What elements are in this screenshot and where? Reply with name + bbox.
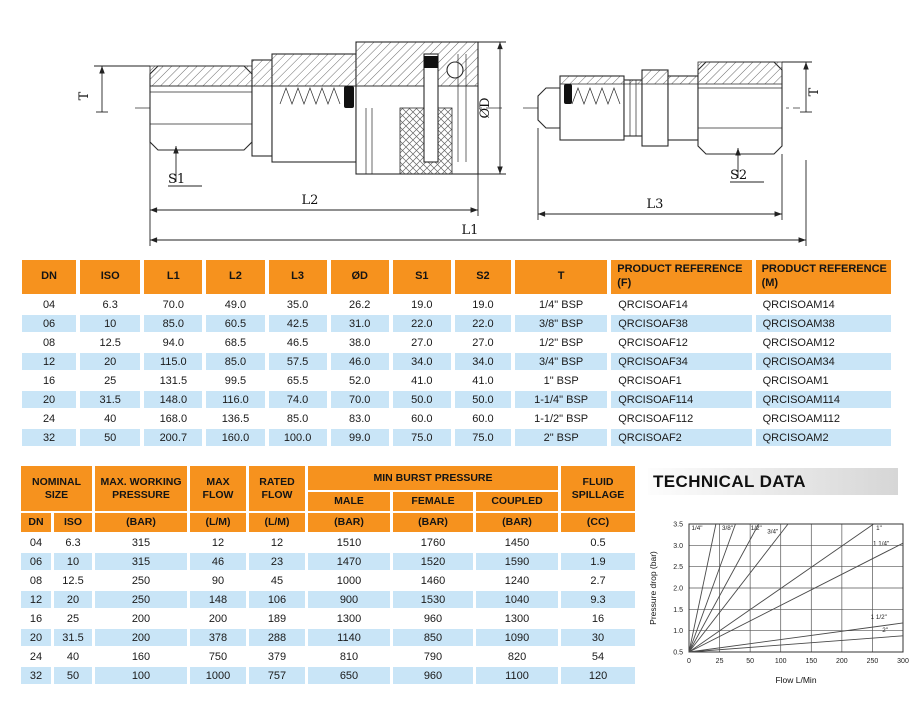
table-cell: 116.0: [206, 391, 264, 408]
x-tick-label: 250: [866, 658, 879, 665]
y-tick-label: 0.5: [673, 649, 683, 657]
table-cell: 57.5: [269, 353, 327, 370]
table-cell: 50.0: [455, 391, 511, 408]
col-header-l3: L3: [269, 260, 327, 294]
performance-table: [18, 464, 638, 686]
table-cell: 32: [22, 429, 76, 446]
table-cell: 24: [22, 410, 76, 427]
table-cell: 70.0: [144, 296, 202, 313]
table-cell: 41.0: [393, 372, 451, 389]
table-cell: 1000: [190, 667, 246, 684]
table-cell: 54: [561, 648, 635, 665]
table-cell: 74.0: [269, 391, 327, 408]
table-cell: 1000: [308, 572, 390, 589]
unit-header-lm-max: (L/M): [190, 513, 246, 532]
table-cell: 16: [22, 372, 76, 389]
table-cell: 757: [249, 667, 305, 684]
table-cell: 25: [80, 372, 140, 389]
table-cell: 1090: [476, 629, 558, 646]
table-cell: 50: [80, 429, 140, 446]
table-cell: QRCISOAF112: [611, 410, 751, 427]
table-cell: QRCISOAM1: [756, 372, 891, 389]
table-cell: 288: [249, 629, 305, 646]
table-cell: 50.0: [393, 391, 451, 408]
unit-header-bar-male: (BAR): [308, 513, 390, 532]
table-cell: 6.3: [54, 534, 92, 551]
table-cell: QRCISOAF114: [611, 391, 751, 408]
table-cell: 160: [95, 648, 187, 665]
table-cell: QRCISOAM34: [756, 353, 891, 370]
table-cell: 24: [21, 648, 51, 665]
table-cell: 19.0: [393, 296, 451, 313]
table-cell: 20: [22, 391, 76, 408]
table-cell: 60.0: [455, 410, 511, 427]
table-row: [22, 315, 891, 332]
col-header-male: MALE: [308, 492, 390, 511]
unit-header-dn: DN: [21, 513, 51, 532]
table-cell: 20: [54, 591, 92, 608]
col-header-l1: L1: [144, 260, 202, 294]
table-cell: 94.0: [144, 334, 202, 351]
table-cell: QRCISOAF34: [611, 353, 751, 370]
table-cell: 68.5: [206, 334, 264, 351]
dimension-label-t-left: T: [77, 91, 92, 101]
table-cell: 27.0: [455, 334, 511, 351]
table-cell: 250: [95, 591, 187, 608]
table-row: [22, 429, 891, 446]
female-coupling-drawing: [135, 42, 505, 174]
x-tick-label: 0: [687, 658, 691, 665]
table-row: [22, 353, 891, 370]
col-header-min-burst-pressure: MIN BURST PRESSURE: [308, 466, 558, 490]
table-cell: 41.0: [455, 372, 511, 389]
table-cell: 9.3: [561, 591, 635, 608]
table-cell: 65.5: [269, 372, 327, 389]
col-header-max-flow: MAX FLOW: [190, 466, 246, 511]
col-header-dn: DN: [22, 260, 76, 294]
table-cell: 08: [21, 572, 51, 589]
table-cell: 315: [95, 553, 187, 570]
table-cell: 06: [21, 553, 51, 570]
table-cell: 25: [54, 610, 92, 627]
table-cell: 2.7: [561, 572, 635, 589]
unit-header-lm-rated: (L/M): [249, 513, 305, 532]
table-cell: 40: [54, 648, 92, 665]
dimension-table: [18, 258, 895, 448]
performance-table-header: [21, 466, 635, 532]
unit-header-iso: ISO: [54, 513, 92, 532]
dimension-label-s1: S1: [168, 172, 186, 187]
series-label: 2": [882, 626, 888, 634]
table-cell: 20: [80, 353, 140, 370]
table-cell: 45: [249, 572, 305, 589]
table-row: [21, 667, 635, 684]
x-tick-label: 100: [774, 658, 787, 665]
table-cell: 850: [393, 629, 473, 646]
table-cell: 75.0: [455, 429, 511, 446]
table-cell: 50: [54, 667, 92, 684]
series-line: [689, 543, 903, 652]
table-cell: 22.0: [455, 315, 511, 332]
dimension-label-l3: L3: [646, 197, 664, 212]
table-cell: 189: [249, 610, 305, 627]
series-label: 1/4": [691, 524, 703, 532]
series-label: 1/2": [750, 524, 762, 532]
table-cell: 1510: [308, 534, 390, 551]
table-cell: 85.0: [206, 353, 264, 370]
table-cell: 10: [54, 553, 92, 570]
table-cell: 1.9: [561, 553, 635, 570]
table-row: [22, 391, 891, 408]
table-cell: 1140: [308, 629, 390, 646]
col-header-product-reference-m: PRODUCT REFERENCE (M): [756, 260, 891, 294]
table-cell: 16: [561, 610, 635, 627]
table-cell: 27.0: [393, 334, 451, 351]
col-header-rated-flow: RATED FLOW: [249, 466, 305, 511]
pressure-drop-chart: [645, 502, 911, 702]
table-cell: 34.0: [393, 353, 451, 370]
table-cell: 26.2: [331, 296, 389, 313]
table-cell: 46.5: [269, 334, 327, 351]
dimension-label-l2: L2: [301, 193, 319, 208]
table-cell: 12: [21, 591, 51, 608]
table-cell: 12.5: [80, 334, 140, 351]
table-cell: 35.0: [269, 296, 327, 313]
dimension-table-header: [22, 260, 891, 294]
table-cell: 1460: [393, 572, 473, 589]
table-cell: 46: [190, 553, 246, 570]
table-cell: 650: [308, 667, 390, 684]
table-cell: 1-1/2" BSP: [515, 410, 607, 427]
table-cell: 379: [249, 648, 305, 665]
table-cell: 04: [21, 534, 51, 551]
col-header-female: FEMALE: [393, 492, 473, 511]
table-cell: 3/4" BSP: [515, 353, 607, 370]
series-line: [689, 636, 903, 652]
table-cell: 0.5: [561, 534, 635, 551]
table-cell: 820: [476, 648, 558, 665]
x-tick-label: 300: [897, 658, 909, 665]
table-cell: 200.7: [144, 429, 202, 446]
table-cell: 315: [95, 534, 187, 551]
table-cell: 1520: [393, 553, 473, 570]
table-cell: 34.0: [455, 353, 511, 370]
table-cell: 1300: [476, 610, 558, 627]
table-cell: 85.0: [269, 410, 327, 427]
table-cell: 378: [190, 629, 246, 646]
table-cell: 790: [393, 648, 473, 665]
unit-header-bar-female: (BAR): [393, 513, 473, 532]
col-header-max-working-pressure: MAX. WORKING PRESSURE: [95, 466, 187, 511]
table-cell: 1" BSP: [515, 372, 607, 389]
y-tick-label: 3.5: [673, 521, 683, 529]
table-cell: 12: [22, 353, 76, 370]
table-cell: 06: [22, 315, 76, 332]
table-cell: 22.0: [393, 315, 451, 332]
table-cell: 99.5: [206, 372, 264, 389]
table-cell: 16: [21, 610, 51, 627]
col-header-nominal-size: NOMINAL SIZE: [21, 466, 92, 511]
table-cell: 31.0: [331, 315, 389, 332]
table-cell: 200: [95, 610, 187, 627]
table-cell: 42.5: [269, 315, 327, 332]
series-label: 3/4": [767, 528, 779, 536]
table-cell: QRCISOAF1: [611, 372, 751, 389]
table-cell: 168.0: [144, 410, 202, 427]
table-cell: QRCISOAF38: [611, 315, 751, 332]
x-axis-label: Flow L/Min: [775, 675, 817, 685]
table-cell: 12: [190, 534, 246, 551]
table-cell: QRCISOAM14: [756, 296, 891, 313]
male-coupling-drawing: [523, 62, 800, 154]
y-tick-label: 1.5: [673, 606, 683, 614]
table-cell: 100.0: [269, 429, 327, 446]
table-cell: 200: [190, 610, 246, 627]
table-cell: 40: [80, 410, 140, 427]
table-cell: QRCISOAM114: [756, 391, 891, 408]
table-cell: 1/2" BSP: [515, 334, 607, 351]
col-header-l2: L2: [206, 260, 264, 294]
dimension-label-l1: L1: [461, 223, 479, 238]
table-cell: 1590: [476, 553, 558, 570]
table-cell: QRCISOAM38: [756, 315, 891, 332]
table-cell: 960: [393, 667, 473, 684]
table-cell: 12: [249, 534, 305, 551]
table-row: [22, 372, 891, 389]
x-tick-label: 150: [805, 658, 818, 665]
table-cell: QRCISOAF12: [611, 334, 751, 351]
table-cell: QRCISOAM2: [756, 429, 891, 446]
table-row: [21, 610, 635, 627]
table-row: [21, 553, 635, 570]
table-row: [22, 410, 891, 427]
table-cell: 99.0: [331, 429, 389, 446]
col-header-od: ØD: [331, 260, 389, 294]
table-cell: 10: [80, 315, 140, 332]
y-tick-label: 2.0: [673, 585, 683, 593]
table-cell: 46.0: [331, 353, 389, 370]
table-cell: 1/4" BSP: [515, 296, 607, 313]
table-cell: 90: [190, 572, 246, 589]
table-cell: 960: [393, 610, 473, 627]
y-axis-label: Pressure drop (bar): [648, 551, 658, 625]
y-tick-label: 2.5: [673, 564, 683, 572]
performance-table-body: [21, 534, 635, 684]
table-cell: 60.0: [393, 410, 451, 427]
table-row: [21, 572, 635, 589]
table-cell: 3/8" BSP: [515, 315, 607, 332]
y-tick-label: 3.0: [673, 542, 683, 550]
col-header-fluid-spillage: FLUID SPILLAGE: [561, 466, 635, 511]
table-cell: 23: [249, 553, 305, 570]
table-cell: 85.0: [144, 315, 202, 332]
table-cell: 30: [561, 629, 635, 646]
table-cell: 75.0: [393, 429, 451, 446]
table-cell: 250: [95, 572, 187, 589]
table-cell: 52.0: [331, 372, 389, 389]
table-cell: QRCISOAF2: [611, 429, 751, 446]
col-header-product-reference-f: PRODUCT REFERENCE (F): [611, 260, 751, 294]
table-row: [22, 296, 891, 313]
table-cell: 1470: [308, 553, 390, 570]
coupling-drawings: [0, 0, 911, 256]
unit-header-bar-coupled: (BAR): [476, 513, 558, 532]
table-cell: 1100: [476, 667, 558, 684]
x-tick-label: 25: [715, 658, 724, 665]
y-tick-label: 1.0: [673, 628, 683, 636]
table-cell: 12.5: [54, 572, 92, 589]
technical-data-heading: TECHNICAL DATA: [648, 468, 898, 495]
table-cell: 32: [21, 667, 51, 684]
table-cell: 1040: [476, 591, 558, 608]
x-tick-label: 200: [836, 658, 848, 665]
table-row: [21, 591, 635, 608]
table-row: [21, 648, 635, 665]
table-cell: 115.0: [144, 353, 202, 370]
col-header-iso: ISO: [80, 260, 140, 294]
x-tick-label: 50: [746, 658, 755, 665]
unit-header-cc: (CC): [561, 513, 635, 532]
table-cell: 19.0: [455, 296, 511, 313]
dimension-table-body: [22, 296, 891, 446]
series-label: 1 1/4": [873, 540, 890, 548]
table-cell: QRCISOAM12: [756, 334, 891, 351]
dimension-label-s2: S2: [730, 168, 748, 183]
series-label: 1 1/2": [870, 614, 887, 622]
table-cell: 49.0: [206, 296, 264, 313]
table-cell: 120: [561, 667, 635, 684]
series-line: [689, 623, 903, 652]
unit-header-bar-working: (BAR): [95, 513, 187, 532]
table-cell: 08: [22, 334, 76, 351]
table-cell: 106: [249, 591, 305, 608]
table-cell: 810: [308, 648, 390, 665]
col-header-t: T: [515, 260, 607, 294]
dimension-label-od: ØD: [478, 97, 493, 119]
table-cell: 2" BSP: [515, 429, 607, 446]
table-cell: 200: [95, 629, 187, 646]
table-cell: 20: [21, 629, 51, 646]
col-header-s2: S2: [455, 260, 511, 294]
table-cell: 136.5: [206, 410, 264, 427]
table-row: [21, 534, 635, 551]
table-cell: 04: [22, 296, 76, 313]
table-cell: QRCISOAF14: [611, 296, 751, 313]
series-label: 3/8": [722, 524, 734, 532]
table-cell: 6.3: [80, 296, 140, 313]
table-cell: QRCISOAM112: [756, 410, 891, 427]
table-cell: 750: [190, 648, 246, 665]
table-cell: 1450: [476, 534, 558, 551]
table-cell: 60.5: [206, 315, 264, 332]
table-cell: 160.0: [206, 429, 264, 446]
table-cell: 131.5: [144, 372, 202, 389]
table-cell: 148.0: [144, 391, 202, 408]
table-row: [21, 629, 635, 646]
table-cell: 38.0: [331, 334, 389, 351]
table-cell: 31.5: [80, 391, 140, 408]
table-cell: 1-1/4" BSP: [515, 391, 607, 408]
table-cell: 31.5: [54, 629, 92, 646]
table-row: [22, 334, 891, 351]
table-cell: 100: [95, 667, 187, 684]
series-label: 1": [876, 524, 882, 532]
table-cell: 83.0: [331, 410, 389, 427]
dimension-label-t-right: T: [807, 87, 822, 97]
table-cell: 148: [190, 591, 246, 608]
table-cell: 1530: [393, 591, 473, 608]
table-cell: 1300: [308, 610, 390, 627]
table-cell: 70.0: [331, 391, 389, 408]
col-header-s1: S1: [393, 260, 451, 294]
table-cell: 1760: [393, 534, 473, 551]
table-cell: 900: [308, 591, 390, 608]
table-cell: 1240: [476, 572, 558, 589]
col-header-coupled: COUPLED: [476, 492, 558, 511]
